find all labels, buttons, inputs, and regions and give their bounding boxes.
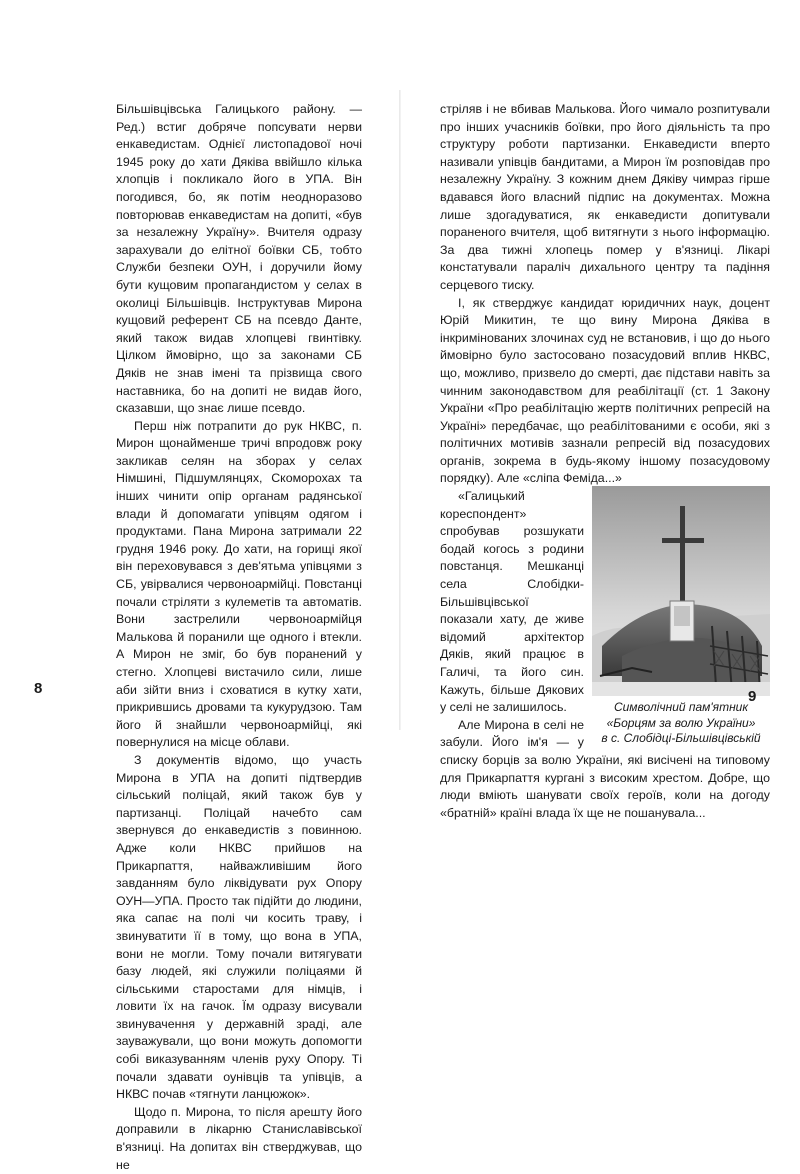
right-page-text bbox=[440, 101, 770, 822]
photo-caption-line: в с. Слобідці-Більшівцівській bbox=[601, 731, 761, 746]
left-page-text bbox=[116, 101, 362, 1174]
paragraph: І, як стверджує кандидат юридичних наук, доцент Юрій Микитин, те що вину Мирона Дяківа в інкримінованих злочинах суд не встановив, і що до нього ймовірно було застосовано позасудовий вплив НКВС, що, можливо, призвело до смерті, дає підстави навіть за чинним законодавством для реабілітації (ст. 1 Закону України «Про реабілітацію жертв політичних репресій на Україні» передбачає, що реабілітованими є особи, які з політичних мотивів зазнали репресій від позасудових органів, зокрема в будь-якому іншому позасудовому порядку). Але «сліпа Феміда...» bbox=[440, 295, 770, 486]
page-number-right: 9 bbox=[748, 688, 757, 705]
paragraph: З документів відомо, що участь Мирона в УПА на допиті підтвердив сільський поліцай, який також був у партизанці. Поліцай начебто сам звернувся до енкаведистів з повинною. Адже коли НКВС прийшов на Прикарпаття, найважливішим його завданням було ліквідувати рух Опору ОУН—УПА. Просто так підійти до людини, яка сапає на полі чи косить траву, і звинуватити її в тому, що вона в УПА, вони не могли. Тому почали витягувати базу людей, які служили поліцаями й сільськими старостами для німців, і ловити їх на гачок. Їм одразу висували звинувачення у державній зраді, але зауважували, що вони можуть допомогти собі виказуванням членів руху Опору. Ті почали здавати оунівців та упівців, а НКВС почав «тягнути ланцюжок». bbox=[116, 752, 362, 1102]
paragraph: Але Мирона в селі не забули. Його ім'я — у списку борців за волю України, які висічені на типовому для Прикарпаття кургані з високим хрестом. Добре, що люди вміють шанувати своїх героїв, коли на догоду «братній» країні влада їх ще не пошанувала... bbox=[440, 717, 770, 820]
paragraph: «Галицький кореспондент» спробував розшукати бодай когось з родини повстанця. Мешканці села Слобідки-Більшівцівської показали хату, де живе відомий архітектор Дяків, який працює в Галичі, та його син. Кажуть, більше Дякових у селі не залишилось. bbox=[440, 489, 584, 715]
paragraph: стріляв і не вбивав Малькова. Його чимало розпитували про інших учасників боївки, про його діяльність та про структуру роботи партизанки. Енкаведисти вперто називали упівців бандитами, а Мирон їм розповідав про незалежну Україну. З кожним днем Дяківу чимраз гірше вдавався його власний підпис на документах. Можна лише здогадуватися, як енкаведисти допитували пораненого вчителя, щоб витягнути з нього інформацію. За два тижні хлопець помер у в'язниці. Лікарі констатували параліч дихального центру та падіння серцевого тиску. bbox=[440, 102, 770, 292]
photo-caption bbox=[592, 700, 770, 747]
paragraph: Більшівцівська Галицького району. — Ред.) встиг добряче попсувати нерви енкаведистам. Однієї листопадової ночі 1945 року до хати Дяківа ввійшло кілька хлопців і покликало його в УПА. Він погодився, бо, як потім неодноразово повторював енкаведистам на допиті, «був за незалежну Україну». Вчителя одразу зарахували до елітної боївки СБ, тобто Служби безпеки ОУН, і доручили йому бути кущовим пропагандистом у селах в околиці Більшівців. Інструктував Мирона кущовий референт СБ на псевдо Данте, який також видав хлопцеві гвинтівку. Цілком ймовірно, що за законами СБ Дяків не знав імені та прізвища свого наставника, бо на допиті не видав його, сказавши, що знає лише псевдо. bbox=[116, 102, 362, 416]
memorial-figure bbox=[592, 488, 770, 747]
page-number-left: 8 bbox=[34, 680, 43, 697]
book-gutter bbox=[399, 90, 401, 730]
photo-caption-line: «Борцям за волю України» bbox=[606, 715, 756, 730]
memorial-cross-photo bbox=[592, 486, 770, 696]
paragraph: Щодо п. Мирона, то після арешту його доправили в лікарню Станиславівської в'язниці. На допитах він стверджував, що не bbox=[116, 1104, 362, 1172]
paragraph: Перш ніж потрапити до рук НКВС, п. Мирон щонайменше тричі впродовж року закликав селян на зборах у селах Німшині, Підшумлянцях, Скоморохах та інших чинити опір органам радянської влади й допомагати упівцям одягом і продуктами. Пана Мирона затримали 22 грудня 1946 року. До хати, на горищі якої він переховувався з дев'ятьма упівцями з СБ, увірвалися червоноармійці. Повстанці почали стріляти з кулеметів та автоматів. Вони застрелили червоноармійця Малькова й поранили ще одного і втекли. А Мирон не зміг, бо був поранений у стегно. Хлопцеві вистачило сили, лише аби зійти вниз і сховатися в кутку хати, прикрившись дровами та кукурудзою. Там його й знайшли червоноармійці, які повернулися на місце облави. bbox=[116, 418, 362, 750]
photo-caption-line: Символічний пам'ятник bbox=[613, 700, 749, 715]
